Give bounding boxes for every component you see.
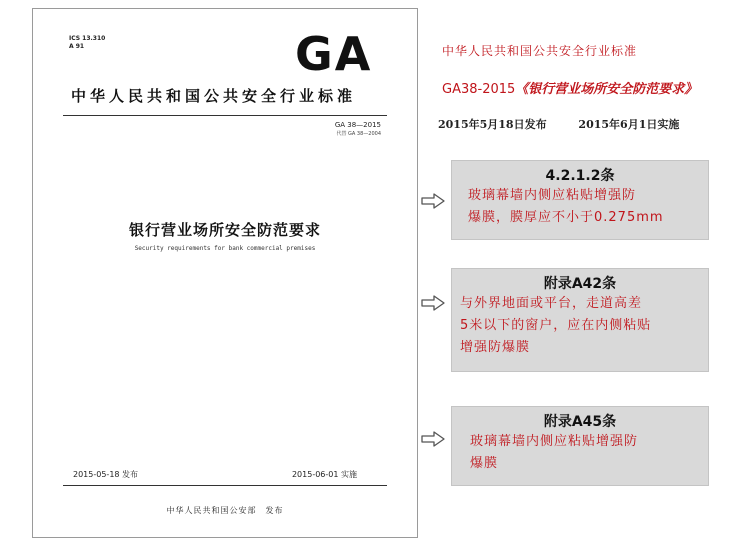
info-dates [438,116,679,132]
info-name: 《银行营业场所安全防范要求》 [515,82,698,97]
info-release: 2015年5月18日发布 [438,118,547,131]
clause-line: 5米以下的窗户，应在内侧粘贴 [460,318,652,333]
info-standard-name [442,78,697,97]
info-effective: 2015年6月1日实施 [578,118,680,131]
clause-box [451,160,709,240]
info-code: GA38-2015 [442,82,516,97]
clause-line: 玻璃幕墙内侧应粘贴增强防 [470,434,639,449]
clause-heading: 4.2.1.2条 [545,168,615,184]
clause-heading: 附录A42条 [543,276,617,292]
divider [63,485,387,486]
document-title: 银行营业场所安全防范要求 [128,221,321,239]
release-date: 2015-05-18 发布 [73,470,139,479]
clause-line: 爆膜 [470,456,499,471]
ics-code [69,35,105,51]
clause-line: 爆膜，膜厚应不小于0.275mm [468,210,664,225]
ccs-line: A 91 [69,43,85,50]
ics-line: ICS 13.310 [69,35,106,42]
arrow-right-icon [420,294,446,312]
effective-date: 2015-06-01 实施 [291,470,357,479]
clause-text [452,431,708,475]
clause-text [452,185,708,229]
arrow-right-icon [420,192,446,210]
code-line: GA 38—2015 [334,121,381,129]
clause-line: 与外界地面或平台，走道高差 [460,296,643,311]
standard-code [335,121,381,139]
standard-org-title: 中华人民共和国公共安全行业标准 [71,87,357,105]
clause-line: 玻璃幕墙内侧应粘贴增强防 [468,188,637,203]
divider [63,115,387,116]
arrow-right-icon [420,430,446,448]
clause-box [451,406,709,486]
replaces-line: 代替 GA 38—2004 [336,131,381,137]
info-header: 中华人民共和国公共安全行业标准 [442,44,638,58]
clause-text [452,293,708,359]
clause-heading: 附录A45条 [543,414,617,430]
publisher: 中华人民共和国公安部 发布 [166,506,284,515]
ga-logo: GA [295,27,373,81]
clause-line: 增强防爆膜 [460,340,531,355]
document-subtitle: Security requirements for bank commercial premises [134,245,316,252]
standard-cover [32,8,418,538]
clause-box [451,268,709,372]
